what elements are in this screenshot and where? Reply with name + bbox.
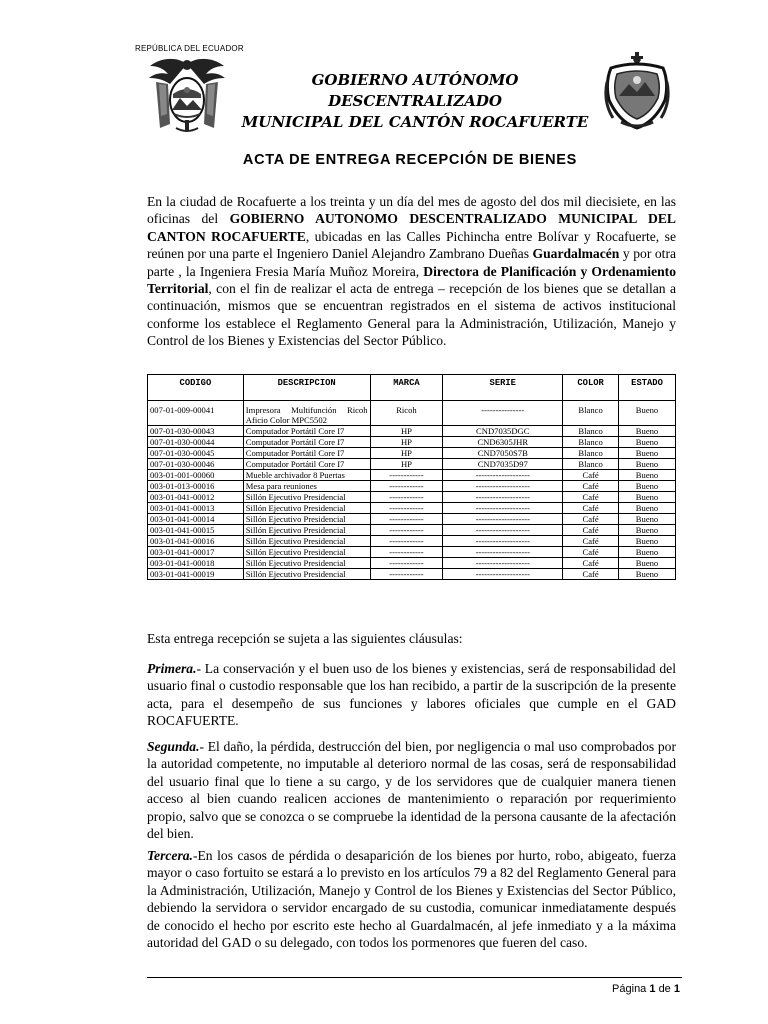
clause-text: - La conservación y el buen uso de los bienes y existencias, será de responsabilidad del usuario final o custodio responsable que los han recibido, a partir de la suscripción de la presente acta, para el desempeño de sus funciones y labores oficiales que cumple en el GAD ROCAFUERTE. bbox=[147, 661, 676, 729]
clauses-intro: Esta entrega recepción se sujeta a las siguientes cláusulas: bbox=[147, 631, 463, 646]
republica-label: REPÚBLICA DEL ECUADOR bbox=[135, 44, 244, 53]
cell-descripcion: Computador Portátil Core I7 bbox=[243, 459, 370, 470]
cell-serie: ------------------- bbox=[443, 492, 563, 503]
cell-marca: ------------ bbox=[370, 492, 443, 503]
gad-name: GOBIERNO AUTONOMO DESCENTRALIZADO MUNICIPAL DEL CANTON ROCAFUERTE bbox=[147, 211, 677, 244]
cell-descripcion: Computador Portátil Core I7 bbox=[243, 448, 370, 459]
cell-descripcion: Sillón Ejecutivo Presidencial bbox=[243, 547, 370, 558]
header-codigo: CODIGO bbox=[148, 375, 244, 401]
cell-descripcion: Mueble archivador 8 Puertas bbox=[243, 470, 370, 481]
cell-marca: ------------ bbox=[370, 470, 443, 481]
page-word: Página bbox=[612, 983, 647, 995]
clause-label: Primera. bbox=[147, 661, 197, 676]
cell-color: Blanco bbox=[563, 426, 619, 437]
clause-label: Tercera. bbox=[147, 848, 193, 863]
cell-codigo: 003-01-041-00017 bbox=[148, 547, 244, 558]
cell-codigo: 007-01-030-00044 bbox=[148, 437, 244, 448]
cell-estado: Bueno bbox=[619, 503, 676, 514]
clause-label: Segunda. bbox=[147, 739, 200, 754]
cell-codigo: 007-01-009-00041 bbox=[148, 401, 244, 426]
cell-color: Café bbox=[563, 547, 619, 558]
cell-codigo: 003-01-041-00013 bbox=[148, 503, 244, 514]
cell-color: Blanco bbox=[563, 401, 619, 426]
clause-primera bbox=[147, 660, 676, 730]
document-title: ACTA DE ENTREGA RECEPCIÓN DE BIENES bbox=[242, 152, 578, 168]
cell-marca: HP bbox=[370, 437, 443, 448]
table-row bbox=[148, 448, 676, 459]
cell-codigo: 007-01-030-00046 bbox=[148, 459, 244, 470]
cell-estado: Bueno bbox=[619, 448, 676, 459]
cell-serie: ------------------- bbox=[443, 536, 563, 547]
table-row bbox=[148, 514, 676, 525]
cell-codigo: 003-01-041-00016 bbox=[148, 536, 244, 547]
cell-estado: Bueno bbox=[619, 558, 676, 569]
table-row bbox=[148, 470, 676, 481]
cell-serie: ------------------- bbox=[443, 481, 563, 492]
government-title-line2: MUNICIPAL DEL CANTÓN ROCAFUERTE bbox=[241, 113, 589, 131]
cell-codigo: 003-01-041-00014 bbox=[148, 514, 244, 525]
table-row bbox=[148, 569, 676, 580]
cell-descripcion: Sillón Ejecutivo Presidencial bbox=[243, 525, 370, 536]
cell-color: Café bbox=[563, 492, 619, 503]
cell-color: Café bbox=[563, 470, 619, 481]
table-row bbox=[148, 558, 676, 569]
cell-estado: Bueno bbox=[619, 514, 676, 525]
cell-descripcion: Computador Portátil Core I7 bbox=[243, 437, 370, 448]
cell-serie: CND7050S7B bbox=[443, 448, 563, 459]
table-row bbox=[148, 437, 676, 448]
header-serie: SERIE bbox=[443, 375, 563, 401]
cell-estado: Bueno bbox=[619, 470, 676, 481]
cell-marca: ------------ bbox=[370, 481, 443, 492]
cell-descripcion: Impresora Multifunción Ricoh Aficio Color MPC5502 bbox=[243, 401, 370, 426]
table-row bbox=[148, 492, 676, 503]
cell-color: Café bbox=[563, 569, 619, 580]
cell-estado: Bueno bbox=[619, 536, 676, 547]
table-row bbox=[148, 401, 676, 426]
cell-codigo: 003-01-013-00016 bbox=[148, 481, 244, 492]
table-row bbox=[148, 536, 676, 547]
table-header-row bbox=[148, 375, 676, 401]
cell-color: Café bbox=[563, 503, 619, 514]
cell-serie: CND6305JHR bbox=[443, 437, 563, 448]
table-row bbox=[148, 503, 676, 514]
cell-estado: Bueno bbox=[619, 459, 676, 470]
cell-serie: --------------- bbox=[443, 401, 563, 426]
cell-serie: CND7035D97 bbox=[443, 459, 563, 470]
cell-descripcion: Sillón Ejecutivo Presidencial bbox=[243, 514, 370, 525]
header-descripcion: DESCRIPCION bbox=[243, 375, 370, 401]
cell-marca: ------------ bbox=[370, 558, 443, 569]
footer-divider bbox=[147, 977, 682, 978]
cell-marca: HP bbox=[370, 426, 443, 437]
intro-paragraph bbox=[147, 193, 676, 350]
cell-marca: ------------ bbox=[370, 536, 443, 547]
cell-marca: HP bbox=[370, 459, 443, 470]
cell-codigo: 003-01-041-00012 bbox=[148, 492, 244, 503]
cell-marca: ------------ bbox=[370, 547, 443, 558]
cell-estado: Bueno bbox=[619, 525, 676, 536]
ecuador-coat-of-arms-icon bbox=[146, 54, 228, 134]
clause-tercera bbox=[147, 847, 676, 951]
rocafuerte-shield-icon bbox=[603, 52, 671, 130]
cell-estado: Bueno bbox=[619, 426, 676, 437]
cell-color: Café bbox=[563, 558, 619, 569]
cell-estado: Bueno bbox=[619, 437, 676, 448]
cell-marca: ------------ bbox=[370, 525, 443, 536]
cell-codigo: 003-01-041-00018 bbox=[148, 558, 244, 569]
cell-estado: Bueno bbox=[619, 569, 676, 580]
page-number bbox=[560, 983, 680, 995]
intro-text-1: En la ciudad de Rocafuerte a los treinta y un día del mes de agosto del dos mil diecisiete, en las oficinas del bbox=[147, 194, 676, 227]
government-title bbox=[228, 70, 602, 133]
cell-descripcion: Sillón Ejecutivo Presidencial bbox=[243, 536, 370, 547]
cell-color: Café bbox=[563, 481, 619, 492]
cell-marca: ------------ bbox=[370, 514, 443, 525]
cell-color: Blanco bbox=[563, 437, 619, 448]
cell-estado: Bueno bbox=[619, 481, 676, 492]
table-row bbox=[148, 481, 676, 492]
cell-codigo: 003-01-001-00060 bbox=[148, 470, 244, 481]
intro-text-4: , con el fin de realizar el acta de entrega – recepción de los bienes que se detallan a continuación, mismos que se encuentran registrados en el sistema de activos institucional conforme los establece el Reglamento General para la Administración, Utilización, Manejo y Control de los Bienes y Existencias del Sector Público. bbox=[147, 281, 676, 349]
page-total: 1 bbox=[673, 983, 680, 995]
cell-descripcion: Sillón Ejecutivo Presidencial bbox=[243, 503, 370, 514]
table-row bbox=[148, 459, 676, 470]
table-row bbox=[148, 525, 676, 536]
cell-color: Blanco bbox=[563, 448, 619, 459]
cell-descripcion: Sillón Ejecutivo Presidencial bbox=[243, 492, 370, 503]
government-title-line1: GOBIERNO AUTÓNOMO DESCENTRALIZADO bbox=[311, 71, 519, 110]
cell-serie: ------------------- bbox=[443, 470, 563, 481]
cell-codigo: 003-01-041-00019 bbox=[148, 569, 244, 580]
cell-marca: Ricoh bbox=[370, 401, 443, 426]
clause-text: -En los casos de pérdida o desaparición de los bienes por hurto, robo, abigeato, fuerza mayor o caso fortuito se estará a lo previsto en los artículos 79 a 82 del Reglamento General para la Administración, Utilización, Manejo y Control de los Bienes y Existencias del Sector Público, debiendo la servidora o servidor encargado de su custodia, comunicar inmediatamente después de conocido el hecho por escrito este hecho al Guardalmacén, al jefe inmediato y a la máxima autoridad del GAD o su delegado, con todos los pormenores que fueren del caso. bbox=[147, 848, 676, 951]
cell-codigo: 003-01-041-00015 bbox=[148, 525, 244, 536]
cell-color: Blanco bbox=[563, 459, 619, 470]
cell-codigo: 007-01-030-00043 bbox=[148, 426, 244, 437]
cell-serie: ------------------- bbox=[443, 514, 563, 525]
cell-color: Café bbox=[563, 514, 619, 525]
table-row bbox=[148, 426, 676, 437]
intro-text-2: , ubicadas en las Calles Pichincha entre Bolívar y Rocafuerte, se reúnen por una parte el Ingeniero Daniel Alejandro Zambrano Dueñas bbox=[147, 228, 676, 262]
cell-serie: ------------------- bbox=[443, 547, 563, 558]
cell-marca: ------------ bbox=[370, 503, 443, 514]
cell-serie: ------------------- bbox=[443, 558, 563, 569]
cell-marca: HP bbox=[370, 448, 443, 459]
assets-table bbox=[147, 374, 676, 580]
intro-text-3: y por otra parte , la Ingeniera Fresia María Muñoz Moreira, bbox=[147, 246, 677, 279]
cell-codigo: 007-01-030-00045 bbox=[148, 448, 244, 459]
cell-serie: ------------------- bbox=[443, 503, 563, 514]
cell-marca: ------------ bbox=[370, 569, 443, 580]
cell-descripcion: Sillón Ejecutivo Presidencial bbox=[243, 558, 370, 569]
page-current: 1 bbox=[649, 983, 656, 995]
role-directora: Directora de Planificación y Ordenamiento Territorial bbox=[147, 263, 676, 297]
cell-descripcion: Sillón Ejecutivo Presidencial bbox=[243, 569, 370, 580]
cell-serie: CND7035DGC bbox=[443, 426, 563, 437]
cell-estado: Bueno bbox=[619, 492, 676, 503]
clause-text: - El daño, la pérdida, destrucción del bien, por negligencia o mal uso comprobados por la autoridad competente, no imputable al deterioro normal de las cosas, será de responsabilidad del usuario final que lo tiene a su cargo, y de los servidores que de cualquier manera tienen acceso al bien cuando realicen acciones de mantenimiento o reparación por requerimiento propio, salvo que se conozca o se compruebe la identidad de la persona causante de la afectación del bien. bbox=[147, 739, 676, 842]
header-estado: ESTADO bbox=[619, 375, 676, 401]
table-row bbox=[148, 547, 676, 558]
cell-descripcion: Mesa para reuniones bbox=[243, 481, 370, 492]
header-marca: MARCA bbox=[370, 375, 443, 401]
cell-color: Café bbox=[563, 525, 619, 536]
cell-color: Café bbox=[563, 536, 619, 547]
clause-segunda bbox=[147, 738, 676, 842]
page-sep: de bbox=[658, 983, 671, 995]
cell-estado: Bueno bbox=[619, 401, 676, 426]
cell-serie: ------------------- bbox=[443, 525, 563, 536]
cell-serie: ------------------- bbox=[443, 569, 563, 580]
cell-descripcion: Computador Portátil Core I7 bbox=[243, 426, 370, 437]
cell-estado: Bueno bbox=[619, 547, 676, 558]
role-guardalmacen: Guardalmacén bbox=[532, 246, 620, 262]
header-color: COLOR bbox=[563, 375, 619, 401]
